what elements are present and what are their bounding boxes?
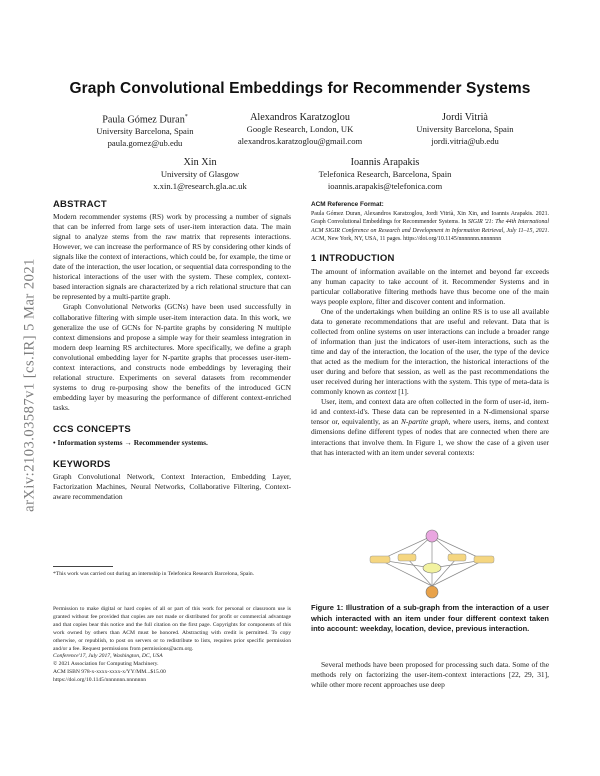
author-name: Alexandros Karatzoglou (250, 112, 350, 123)
keywords-heading: KEYWORDS (53, 459, 111, 471)
doi-line[interactable]: https://doi.org/10.1145/nnnnnnn.nnnnnnn (53, 677, 147, 684)
permission-block (53, 606, 291, 685)
intro-text: One of the undertakings when building an online RS is to use all available data to generate recommendations that are useful and relevant. Data that is collected from online systems on user interactions can include a broader range of information than just the indicators of user-item interactions, such as the time and day of the interaction, the location of the user, the type of the device that acted as the medium for the interaction, the historical interactions of the user during and before that session, as well as the past recommendations the user received during her interactions with the system. This type of meta-data is commonly known as (311, 306, 549, 397)
ccs-heading: CCS CONCEPTS (53, 423, 131, 435)
author-affiliation: University of Glasgow (160, 169, 240, 179)
intro-emphasis: N-partite graph (400, 417, 449, 427)
intro-paragraph (311, 397, 549, 457)
abstract-heading: ABSTRACT (53, 199, 107, 210)
permission-text: Permission to make digital or hard copies of all or part of this work for personal or classroom use is granted without fee provided that copies are not made or distributed for profit or commercial advantage and that copies bear this notice and the full citation on the first page. Copyrights for components of this work owned by others than ACM must be honored. Abstracting with credit is permitted. To copy otherwise, or republish, to post on servers or to redistribute to lists, requires prior specific permission and/or a fee. Request permissions from permissions@acm.org. (53, 606, 291, 652)
figure-1-caption: Figure 1: Illustration of a sub-graph from the interaction of a user which interacted with an item under four different context taken into account: weekday, location, device, previous interaction. (311, 603, 549, 634)
abstract-paragraph: Modern recommender systems (RS) work by processing a number of signals that can be inferred from large sets of user-item interaction data. The main signal to analyze stems from the raw matrix that represents interactions. However, we can increase the performance of RS by considering other kinds of signals like the context of interactions, which could be, for example, the time or date of the interaction, the user location, or sequential data corresponding to the historical interactions of the user with the system. These complex, context-based interaction signals are characterized by a rich relational structure that can be represented by a multi-partite graph. (53, 212, 291, 302)
subgraph-diagram (362, 528, 502, 602)
right-column (311, 200, 549, 458)
right-column-bottom (311, 660, 549, 690)
conference-line: Conference'17, July 2017, Washington, DC, USA (53, 653, 163, 660)
author-block (70, 111, 220, 150)
author-affiliation: University Barcelona, Spain (96, 126, 194, 137)
author-email[interactable]: x.xin.1@research.gla.ac.uk (153, 180, 247, 191)
center-node (423, 563, 441, 573)
intro-text: User, item, and context data are often collected in the form of user-id, item-id and context-id's. These data can be represented in a N-dimensional sparse tensor or, equivalently, as an (311, 397, 549, 427)
intro-text: [1]. (396, 387, 409, 397)
author-block (390, 111, 540, 147)
author-affiliation: University Barcelona, Spain (416, 124, 514, 134)
author-block (300, 156, 470, 192)
author-block (120, 156, 280, 192)
author-email[interactable]: alexandros.karatzoglou@gmail.com (237, 135, 363, 146)
footnote-rule (53, 566, 113, 567)
author-email[interactable]: paula.gomez@ub.edu (107, 137, 183, 148)
acm-ref-text (311, 210, 549, 244)
keywords-text: Graph Convolutional Network, Context Interaction, Embedding Layer, Factorization Machines, Neural Networks, Collaborative Filtering, Context-aware recommendation (53, 472, 291, 502)
context-node-previous (474, 556, 494, 563)
acm-ref-venue: SIGIR '21: The 44th International ACM SIGIR Conference on Research and Development in Information Retrieval, July 11–15, 2021 (311, 219, 549, 234)
acm-ref-heading: ACM Reference Format: (311, 201, 384, 208)
acm-ref-authors: Paula Gómez Duran, Alexandros Karatzoglou, Jordi Vitrià, Xin Xin, and Ioannis Arapakis. 2021. Graph Convolutional Embeddings for Recommender Systems. In (311, 211, 549, 226)
intro-paragraph (311, 307, 549, 397)
acm-ref-tail: . ACM, New York, NY, USA, 11 pages. https://doi.org/10.1145/nnnnnnn.nnnnnnn (311, 227, 549, 243)
user-node (426, 530, 438, 542)
intro-emphasis: context (374, 387, 397, 397)
intro-paragraph: The amount of information available on the internet and beyond far exceeds any human capacity to take account of it. Recommender Systems and in particular collaborative filtering methods have thus become one of the main ways people explore, filter and discover content and information. (311, 266, 549, 306)
copyright-line: © 2021 Association for Computing Machinery. (53, 661, 159, 668)
author-footnote-mark: * (184, 114, 188, 120)
context-node-device (448, 554, 466, 561)
intro-text: , where users, items, and context dimensions define different types of nodes that are connected when there are interactions that involve them. In Figure 1, we show the case of a given user that has interacted with an item under several contexts: (311, 417, 549, 457)
intro-paragraph: Several methods have been proposed for processing such data. Some of the methods rely on factorizing the user-item-context interactions [22, 29, 31], while other more recent approaches use deep (311, 660, 549, 690)
graph-edges (380, 536, 484, 586)
author-affiliation: Google Research, London, UK (246, 124, 354, 134)
arxiv-stamp-text: arXiv:2103.03587v1 [cs.IR] 5 Mar 2021 (21, 258, 37, 512)
author-name: Jordi Vitrià (442, 112, 488, 123)
arxiv-stamp (22, 200, 37, 570)
context-node-weekday (370, 556, 390, 563)
author-name: Xin Xin (183, 157, 217, 168)
footnote: *This work was carried out during an internship in Telefonica Research Barcelona, Spain. (53, 571, 255, 577)
isbn-line: ACM ISBN 978-x-xxxx-xxxx-x/YY/MM...$15.00 (53, 669, 166, 676)
paper-title: Graph Convolutional Embeddings for Recommender Systems (69, 80, 531, 97)
ccs-concepts: • Information systems → Recommender systems. (53, 438, 208, 448)
left-column (53, 200, 291, 502)
author-name: Paula Gómez Duran (102, 114, 185, 126)
author-email[interactable]: jordi.vitria@ub.edu (431, 135, 499, 146)
author-block (210, 111, 390, 147)
author-email[interactable]: ioannis.arapakis@telefonica.com (327, 180, 443, 191)
figure-1-graph (362, 528, 502, 602)
introduction-heading: 1 INTRODUCTION (311, 252, 395, 264)
item-node (426, 586, 438, 598)
context-node-location (398, 554, 416, 561)
abstract-paragraph: Graph Convolutional Networks (GCNs) have been used successfully in collaborative filtering with simple user-item interaction data. In this work, we generalize the use of GCNs for N-partite graphs by considering N multiple context dimensions and propose a simple way for their seamless integration in modern deep learning RS architectures. More specifically, we define a graph convolutional embedding layer for N-partite graphs that processes user-item-context interactions, and constructs node embeddings by leveraging their relational structure. Experiments on several datasets from recommender systems to drug re-purposing show the benefits of the introduced GCN embedding layer by measuring the performance of different context-enriched tasks. (53, 302, 291, 412)
author-name: Ioannis Arapakis (350, 157, 420, 168)
author-affiliation: Telefonica Research, Barcelona, Spain (318, 169, 452, 179)
